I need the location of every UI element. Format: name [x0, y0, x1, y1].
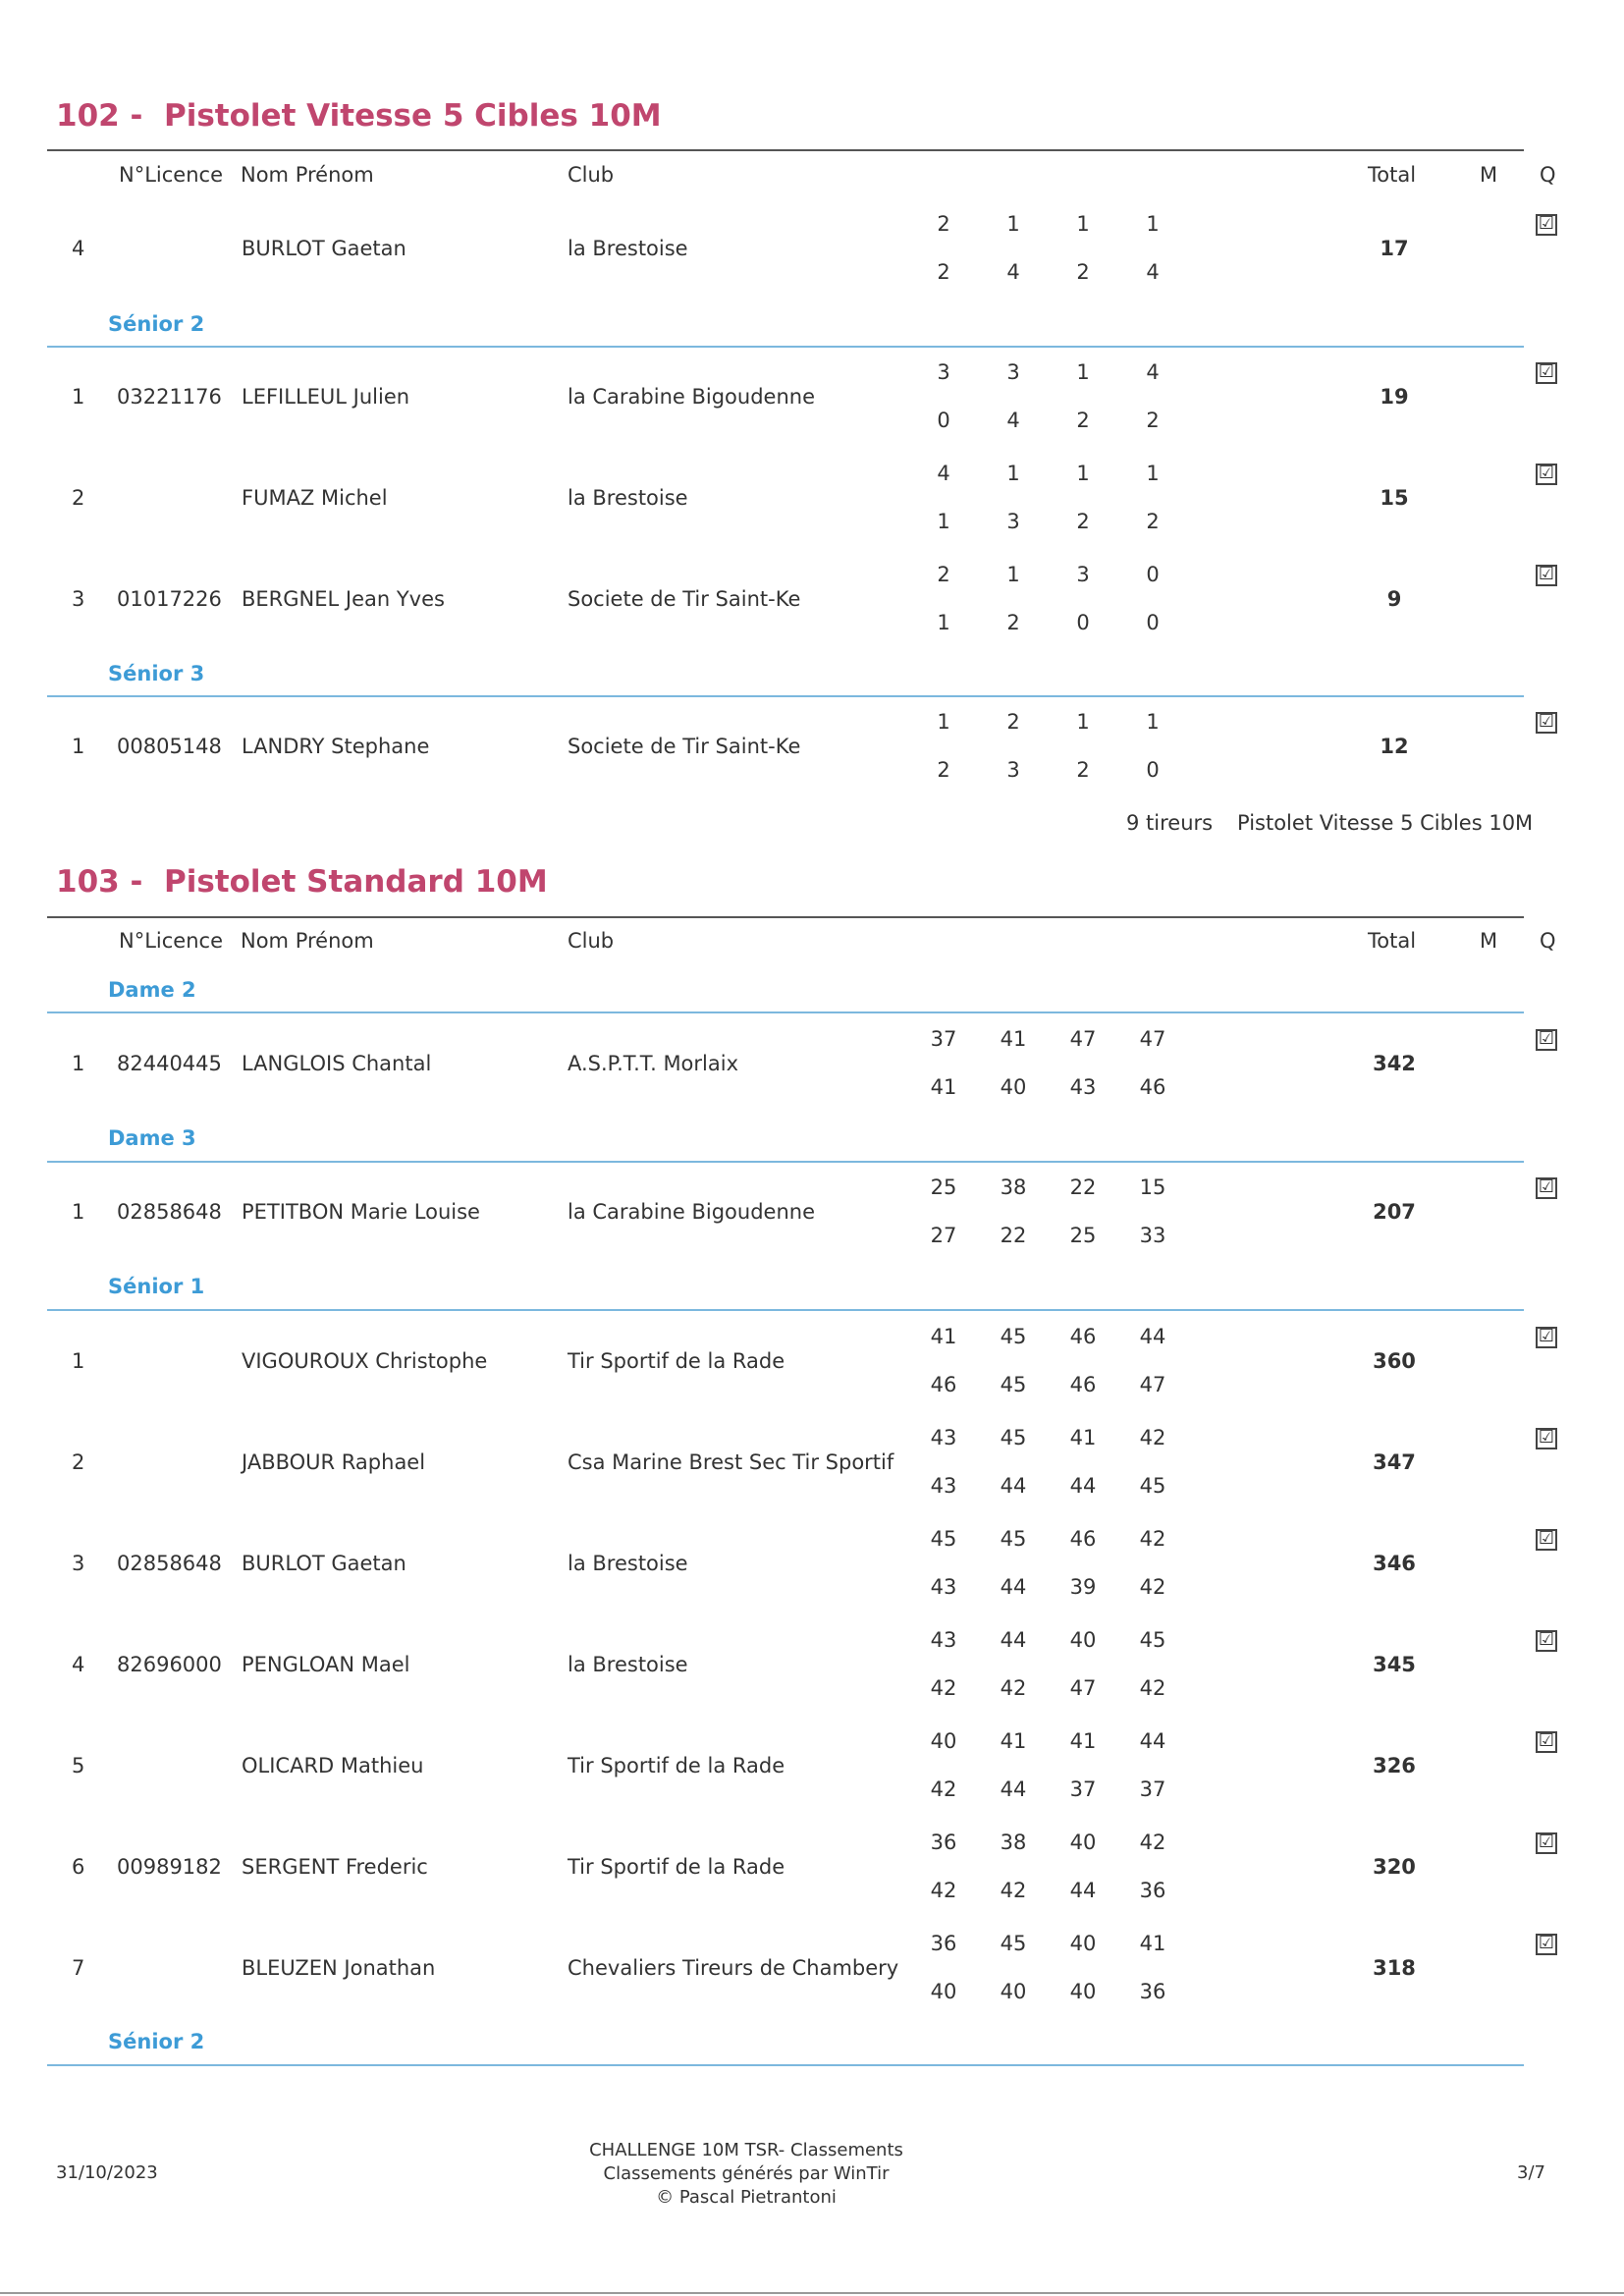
score: 41: [1000, 1729, 1027, 1753]
score: 42: [1139, 1527, 1166, 1551]
club: Chevaliers Tireurs de Chambery: [568, 1956, 899, 1980]
score: 37: [930, 1027, 957, 1051]
total: 347: [1373, 1450, 1416, 1474]
qualified-checkbox: ☑: [1536, 214, 1557, 236]
section-divider: [47, 916, 1524, 918]
score: 4: [937, 462, 950, 485]
rank: 5: [72, 1754, 85, 1777]
rank: 1: [72, 385, 85, 409]
total: 320: [1373, 1855, 1416, 1879]
score: 2: [937, 212, 950, 236]
qualified-checkbox: ☑: [1536, 1630, 1557, 1652]
licence: 01017226: [117, 587, 222, 611]
score: 2: [1076, 260, 1090, 284]
club: Csa Marine Brest Sec Tir Sportif: [568, 1450, 894, 1474]
score: 1: [937, 510, 950, 533]
table-row: [0, 200, 1624, 297]
score: 4: [1006, 409, 1020, 432]
score: 25: [930, 1175, 957, 1199]
rank: 6: [72, 1855, 85, 1879]
score: 27: [930, 1224, 957, 1247]
score: 1: [1146, 710, 1160, 734]
table-row: [0, 1718, 1624, 1814]
score: 1: [1076, 710, 1090, 734]
score: 45: [1000, 1373, 1027, 1396]
qualified-checkbox: ☑: [1536, 1327, 1557, 1348]
licence: 82440445: [117, 1052, 222, 1075]
score: 3: [1006, 758, 1020, 782]
shooter-count: 9 tireurs: [1126, 811, 1214, 835]
rank: 1: [72, 735, 85, 758]
table-row: [0, 1819, 1624, 1915]
shooter-name: OLICARD Mathieu: [242, 1754, 424, 1777]
header-m: M: [1480, 929, 1498, 953]
score: 46: [1139, 1075, 1166, 1099]
score: 41: [930, 1075, 957, 1099]
category-label: Dame 2: [108, 978, 196, 1002]
qualified-checkbox: ☑: [1536, 362, 1557, 384]
score: 3: [1076, 563, 1090, 586]
header-total: Total: [1368, 163, 1417, 187]
club: Societe de Tir Saint-Ke: [568, 735, 801, 758]
score: 40: [1069, 1831, 1097, 1854]
score: 2: [1006, 611, 1020, 634]
score: 44: [1139, 1729, 1166, 1753]
score: 40: [1069, 1628, 1097, 1652]
footer-line: Classements générés par WinTir: [603, 2163, 890, 2184]
score: 44: [1000, 1628, 1027, 1652]
total: 346: [1373, 1552, 1416, 1575]
score: 45: [930, 1527, 957, 1551]
score: 43: [930, 1628, 957, 1652]
score: 47: [1069, 1027, 1097, 1051]
score: 1: [1076, 462, 1090, 485]
category-label: Sénior 2: [108, 312, 205, 336]
score: 41: [1069, 1426, 1097, 1449]
score: 41: [1069, 1729, 1097, 1753]
score: 3: [1006, 360, 1020, 384]
total: 326: [1373, 1754, 1416, 1777]
score: 0: [1146, 563, 1160, 586]
footer-credits: [550, 2139, 943, 2210]
score: 0: [1146, 611, 1160, 634]
header-m: M: [1480, 163, 1498, 187]
score: 40: [1069, 1932, 1097, 1955]
qualified-checkbox: ☑: [1536, 1934, 1557, 1955]
score: 2: [937, 563, 950, 586]
score: 0: [937, 409, 950, 432]
shooter-name: VIGOUROUX Christophe: [242, 1349, 488, 1373]
page-bottom-edge: [0, 2292, 1624, 2294]
score: 45: [1139, 1474, 1166, 1498]
footer-line: CHALLENGE 10M TSR- Classements: [589, 2140, 903, 2160]
shooter-name: BERGNEL Jean Yves: [242, 587, 445, 611]
score: 0: [1076, 611, 1090, 634]
score: 44: [1069, 1879, 1097, 1902]
qualified-checkbox: ☑: [1536, 712, 1557, 734]
shooter-name: FUMAZ Michel: [242, 486, 388, 510]
score: 43: [930, 1474, 957, 1498]
category-divider: [47, 1011, 1524, 1013]
header-club: Club: [568, 163, 615, 187]
section-number: 103 -: [56, 864, 143, 900]
category-label: Sénior 1: [108, 1275, 205, 1298]
shooter-name: PETITBON Marie Louise: [242, 1200, 480, 1224]
header-q: Q: [1540, 163, 1556, 187]
rank: 3: [72, 1552, 85, 1575]
score: 36: [1139, 1980, 1166, 2003]
rank: 1: [72, 1200, 85, 1224]
qualified-checkbox: ☑: [1536, 1529, 1557, 1551]
table-row: [0, 1015, 1624, 1112]
table-row: [0, 1164, 1624, 1260]
club: la Brestoise: [568, 1552, 688, 1575]
rank: 7: [72, 1956, 85, 1980]
club: la Brestoise: [568, 486, 688, 510]
total: 19: [1380, 385, 1409, 409]
score: 3: [937, 360, 950, 384]
shooter-name: SERGENT Frederic: [242, 1855, 428, 1879]
score: 2: [937, 260, 950, 284]
footer-date: 31/10/2023: [56, 2162, 158, 2183]
total: 12: [1380, 735, 1409, 758]
score: 46: [1069, 1527, 1097, 1551]
score: 45: [1000, 1932, 1027, 1955]
qualified-checkbox: ☑: [1536, 1832, 1557, 1854]
score: 3: [1006, 510, 1020, 533]
score: 41: [1139, 1932, 1166, 1955]
header-name: Nom Prénom: [241, 929, 374, 953]
score: 4: [1146, 360, 1160, 384]
shooter-name: LEFILLEUL Julien: [242, 385, 410, 409]
club: Tir Sportif de la Rade: [568, 1349, 785, 1373]
rank: 1: [72, 1052, 85, 1075]
score: 43: [1069, 1075, 1097, 1099]
section-number: 102 -: [56, 98, 143, 134]
score: 1: [1006, 563, 1020, 586]
score: 36: [1139, 1879, 1166, 1902]
club: Societe de Tir Saint-Ke: [568, 587, 801, 611]
table-row: [0, 349, 1624, 445]
score: 36: [930, 1831, 957, 1854]
section-title-103: [56, 864, 548, 900]
total: 9: [1386, 587, 1402, 611]
rank: 1: [72, 1349, 85, 1373]
score: 37: [1139, 1777, 1166, 1801]
score: 40: [930, 1980, 957, 2003]
score: 1: [937, 611, 950, 634]
qualified-checkbox: ☑: [1536, 1177, 1557, 1199]
score: 42: [1139, 1426, 1166, 1449]
score: 2: [1076, 510, 1090, 533]
score: 2: [1006, 710, 1020, 734]
shooter-name: JABBOUR Raphael: [242, 1450, 426, 1474]
score: 42: [930, 1777, 957, 1801]
score: 45: [1000, 1325, 1027, 1348]
club: A.S.P.T.T. Morlaix: [568, 1052, 739, 1075]
shooter-name: BLEUZEN Jonathan: [242, 1956, 436, 1980]
total: 360: [1373, 1349, 1416, 1373]
score: 42: [1000, 1676, 1027, 1700]
score: 47: [1139, 1027, 1166, 1051]
licence: 02858648: [117, 1200, 222, 1224]
score: 43: [930, 1575, 957, 1599]
club: la Carabine Bigoudenne: [568, 385, 815, 409]
total: 345: [1373, 1653, 1416, 1676]
score: 42: [1139, 1676, 1166, 1700]
total: 15: [1380, 486, 1409, 510]
licence: 00805148: [117, 735, 222, 758]
score: 41: [930, 1325, 957, 1348]
section-divider: [47, 149, 1524, 151]
score: 38: [1000, 1175, 1027, 1199]
score: 1: [1006, 212, 1020, 236]
score: 1: [1076, 360, 1090, 384]
page-number: 3/7: [1517, 2162, 1545, 2183]
table-row: [0, 551, 1624, 647]
score: 2: [1146, 409, 1160, 432]
section-name: Pistolet Vitesse 5 Cibles 10M: [164, 98, 662, 134]
club: la Brestoise: [568, 237, 688, 260]
header-licence: N°Licence: [119, 929, 223, 953]
rank: 4: [72, 1653, 85, 1676]
licence: 02858648: [117, 1552, 222, 1575]
score: 41: [1000, 1027, 1027, 1051]
licence: 82696000: [117, 1653, 222, 1676]
score: 43: [930, 1426, 957, 1449]
score: 44: [1139, 1325, 1166, 1348]
score: 15: [1139, 1175, 1166, 1199]
total: 207: [1373, 1200, 1416, 1224]
rank: 4: [72, 237, 85, 260]
score: 45: [1000, 1527, 1027, 1551]
score: 46: [1069, 1373, 1097, 1396]
score: 46: [1069, 1325, 1097, 1348]
score: 42: [930, 1879, 957, 1902]
section-title-102: [56, 98, 662, 134]
score: 2: [1146, 510, 1160, 533]
score: 22: [1069, 1175, 1097, 1199]
club: la Brestoise: [568, 1653, 688, 1676]
score: 1: [937, 710, 950, 734]
score: 0: [1146, 758, 1160, 782]
club: Tir Sportif de la Rade: [568, 1754, 785, 1777]
category-divider: [47, 1161, 1524, 1163]
club: Tir Sportif de la Rade: [568, 1855, 785, 1879]
table-row: [0, 1920, 1624, 2016]
total: 318: [1373, 1956, 1416, 1980]
qualified-checkbox: ☑: [1536, 1029, 1557, 1051]
score: 37: [1069, 1777, 1097, 1801]
category-label: Sénior 2: [108, 2030, 205, 2053]
table-row: [0, 1313, 1624, 1409]
score: 42: [930, 1676, 957, 1700]
score: 4: [1006, 260, 1020, 284]
score: 25: [1069, 1224, 1097, 1247]
category-label: Sénior 3: [108, 662, 205, 685]
score: 1: [1146, 212, 1160, 236]
shooter-name: PENGLOAN Mael: [242, 1653, 410, 1676]
category-label: Dame 3: [108, 1126, 196, 1150]
score: 42: [1000, 1879, 1027, 1902]
header-licence: N°Licence: [119, 163, 223, 187]
score: 1: [1146, 462, 1160, 485]
shooter-name: BURLOT Gaetan: [242, 1552, 406, 1575]
rank: 2: [72, 486, 85, 510]
licence: 00989182: [117, 1855, 222, 1879]
score: 22: [1000, 1224, 1027, 1247]
club: la Carabine Bigoudenne: [568, 1200, 815, 1224]
licence: 03221176: [117, 385, 222, 409]
table-row: [0, 1515, 1624, 1612]
qualified-checkbox: ☑: [1536, 1428, 1557, 1449]
header-name: Nom Prénom: [241, 163, 374, 187]
score: 33: [1139, 1224, 1166, 1247]
section-name: Pistolet Standard 10M: [164, 864, 548, 900]
shooter-name: LANDRY Stephane: [242, 735, 430, 758]
score: 45: [1000, 1426, 1027, 1449]
score: 2: [1076, 409, 1090, 432]
score: 44: [1000, 1575, 1027, 1599]
category-divider: [47, 346, 1524, 348]
score: 40: [1000, 1980, 1027, 2003]
score: 44: [1069, 1474, 1097, 1498]
score: 36: [930, 1932, 957, 1955]
score: 1: [1006, 462, 1020, 485]
summary-event-label: Pistolet Vitesse 5 Cibles 10M: [1237, 811, 1534, 835]
table-row: [0, 1414, 1624, 1510]
qualified-checkbox: ☑: [1536, 1731, 1557, 1753]
total: 342: [1373, 1052, 1416, 1075]
score: 40: [930, 1729, 957, 1753]
score: 44: [1000, 1474, 1027, 1498]
shooter-name: LANGLOIS Chantal: [242, 1052, 432, 1075]
score: 47: [1069, 1676, 1097, 1700]
rank: 2: [72, 1450, 85, 1474]
score: 44: [1000, 1777, 1027, 1801]
header-q: Q: [1540, 929, 1556, 953]
score: 40: [1000, 1075, 1027, 1099]
category-divider: [47, 2064, 1524, 2066]
header-club: Club: [568, 929, 615, 953]
score: 38: [1000, 1831, 1027, 1854]
qualified-checkbox: ☑: [1536, 565, 1557, 586]
score: 1: [1076, 212, 1090, 236]
score: 2: [937, 758, 950, 782]
score: 40: [1069, 1980, 1097, 2003]
category-divider: [47, 695, 1524, 697]
rank: 3: [72, 587, 85, 611]
shooter-name: BURLOT Gaetan: [242, 237, 406, 260]
score: 42: [1139, 1575, 1166, 1599]
table-row: [0, 450, 1624, 546]
table-row: [0, 1616, 1624, 1713]
score: 39: [1069, 1575, 1097, 1599]
score: 46: [930, 1373, 957, 1396]
table-row: [0, 698, 1624, 794]
score: 47: [1139, 1373, 1166, 1396]
category-divider: [47, 1309, 1524, 1311]
score: 2: [1076, 758, 1090, 782]
header-total: Total: [1368, 929, 1417, 953]
qualified-checkbox: ☑: [1536, 464, 1557, 485]
score: 42: [1139, 1831, 1166, 1854]
total: 17: [1380, 237, 1409, 260]
footer-line: © Pascal Pietrantoni: [656, 2187, 837, 2208]
score: 45: [1139, 1628, 1166, 1652]
score: 4: [1146, 260, 1160, 284]
